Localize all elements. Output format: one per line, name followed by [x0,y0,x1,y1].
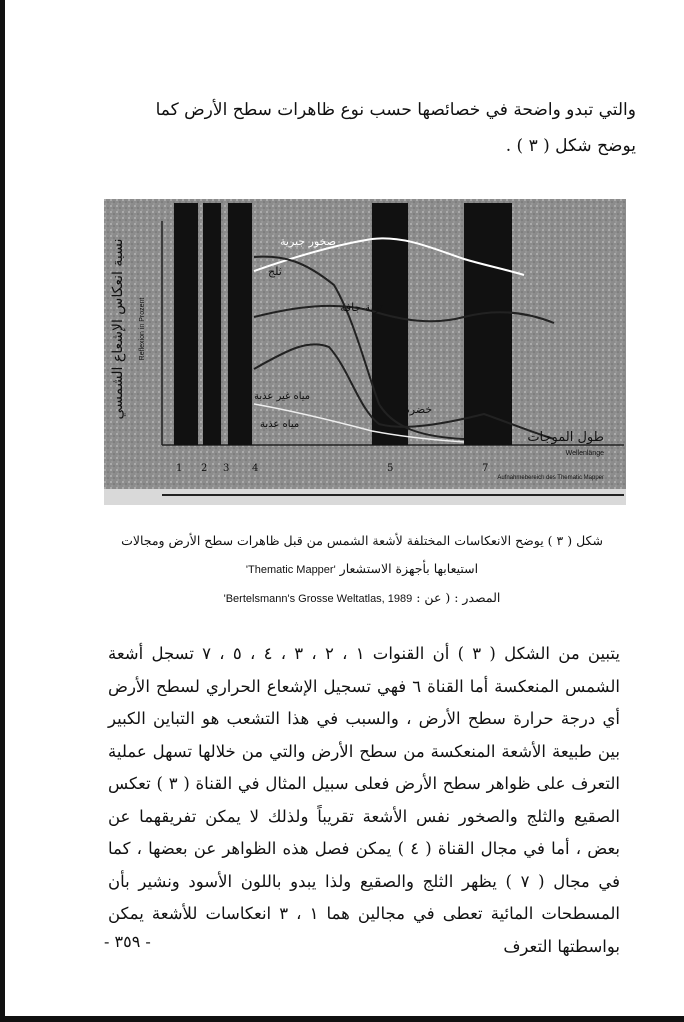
reflectance-figure [104,199,626,505]
curve-label-snow: ثلج [268,265,282,278]
body-paragraph: يتبين من الشكل ( ٣ ) أن القنوات ١ ، ٢ ، ٣ ، ٤ ، ٥ ، ٧ تسجل أشعة الشمس المنعكسة أما القناة ٦ فهي تسجيل الإشعاع الحراري لسطح الأرض أي درجة حرارة سطح الأرض ، والسبب في هذا التشعب هو التباين الكبير بين طبيعة الأشعة المنعكسة من سطح الأرض والتي من خلالها تسهل عملية التعرف على ظواهر سطح الأرض فعلى سبيل المثال في القناة ( ٣ ) تعكس الصقيع والثلج والصخور نفس الأشعة تقريباً ولذلك لا يمكن تفريقهما عن بعض ، أما في مجال القناة ( ٤ ) يمكن فصل هذه الظواهر عن بعضها ، كما في مجال ( ٧ ) يظهر الثلج والصقيع ولذا يبدو باللون الأسود ونشير بأن المسطحات المائية تعطى في مجالين هما ١ ، ٣ انعكاسات للأشعة يمكن بواسطتها التعرف [108,644,621,956]
x-axis-subtitle: Wellenlänge [565,450,604,457]
curve-label-vegetation: خضرة [404,403,433,416]
y-axis-title: نسبة انعكاس الإشعاع الشمسي [110,238,126,420]
thematic-mapper-label: Aufnahmebereich des Thematic Mapper [497,475,604,481]
band-7-label: 7 [482,463,489,474]
band-5-label: 5 [387,463,394,474]
caption-line-2-arabic: استيعابها بأجهزة الاستشعار [339,561,479,576]
caption-source-citation: 'Bertelsmann's Grosse Weltatlas, 1989 [223,593,413,605]
band-5-bar [464,203,512,445]
intro-line-1: والتي تبدو واضحة في خصائصها حسب نوع ظاهرات سطح الأرض كما [155,100,636,120]
caption-line-2-latin: 'Thematic Mapper' [245,564,336,576]
curve-label-soil: تربة جافة [340,301,383,314]
y-axis-subtitle: Reflexion in Prozent [139,297,146,361]
x-axis-title: طول الموجات [527,430,604,445]
caption-source-label: المصدر : ( عن : [416,590,501,605]
caption-line-2 [104,555,620,584]
band-2-bar [203,203,221,445]
band-3-bar [228,203,252,445]
band-2-label: 2 [201,463,208,474]
caption-line-3 [104,584,620,613]
page-bottom-edge [0,1016,684,1022]
curve-label-rock: صخور جيرية [280,235,337,248]
band-4-label: 4 [252,463,259,474]
intro-paragraph [100,92,636,164]
caption-line-1: شكل ( ٣ ) يوضح الانعكاسات المختلفة لأشعة الشمس من قبل ظاهرات سطح الأرض ومجالات [121,533,603,548]
band-1-bar [174,203,198,445]
intro-line-2: يوضح شكل ( ٣ ) . [505,136,636,156]
figure-bottom-strip [104,489,626,505]
reflectance-chart [104,199,626,505]
curve-label-water: مياه عذبة [260,419,300,430]
curve-label-ice: مياه غير عذبة [254,391,311,402]
figure-caption [104,527,620,613]
band-1-label: 1 [176,463,183,474]
page-border [0,0,5,1022]
band-3-label: 3 [223,463,230,474]
page-number: - ٣٥٩ - [104,932,151,951]
